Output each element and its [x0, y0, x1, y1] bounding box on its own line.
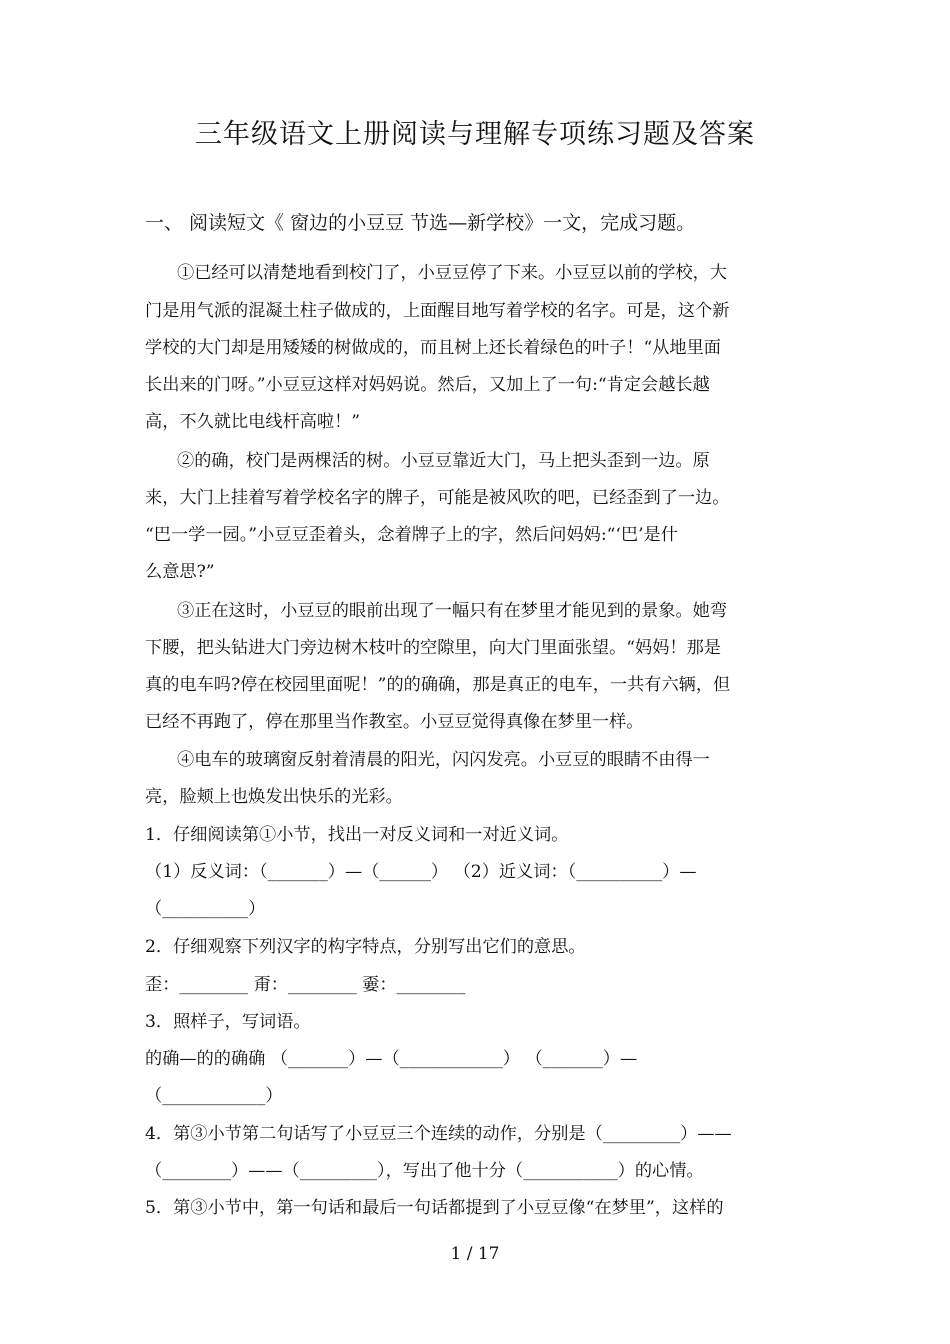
paragraph-line: “巴一学一园。”小豆豆歪着头，念着牌子上的字，然后问妈妈:“‘巴’是什 [145, 525, 678, 545]
paragraph-line: 真的电车吗?停在校园里面呢！”的的确确，那是真正的电车，一共有六辆，但 [145, 675, 731, 695]
paragraph-line: 长出来的门呀。”小豆豆这样对妈妈说。然后，又加上了一句:“肯定会越长越 [145, 375, 710, 395]
question-1-blanks: （__________） [145, 899, 266, 919]
question-2-blanks: 歪：________ 甭：________ 嫑：________ [145, 975, 466, 995]
question-5: 5．第③小节中，第一句话和最后一句话都提到了小豆豆像“在梦里”，这样的 [145, 1198, 724, 1218]
page-title: 三年级语文上册阅读与理解专项练习题及答案 [195, 119, 755, 150]
paragraph-line: 门是用气派的混凝土柱子做成的，上面醒目地写着学校的名字。可是，这个新 [145, 301, 730, 321]
paragraph-line: ③正在这时，小豆豆的眼前出现了一幅只有在梦里才能见到的景象。她弯 [177, 601, 728, 621]
question-1: 1．仔细阅读第①小节，找出一对反义词和一对近义词。 [145, 825, 569, 845]
question-3: 3．照样子，写词语。 [145, 1012, 311, 1032]
paragraph-line: ②的确，校门是两棵活的树。小豆豆靠近大门，马上把头歪到一边。原 [177, 451, 710, 471]
paragraph-line: 已经不再跑了，停在那里当作教室。小豆豆觉得真像在梦里一样。 [145, 712, 644, 732]
section-heading: 一、 阅读短文《 窗边的小豆豆 节选—新学校》一文，完成习题。 [145, 212, 696, 234]
paragraph-line: 下腰，把头钻进大门旁边树木枝叶的空隙里，向大门里面张望。“妈妈！那是 [145, 638, 721, 658]
question-4-blanks: （________）——（_________），写出了他十分（___________）的心情。 [145, 1161, 704, 1181]
page-number: 1 / 17 [450, 1244, 500, 1264]
question-1-blanks: （1）反义词：（_______）—（______） （2）近义词：（__________）— [145, 862, 697, 882]
question-4: 4．第③小节第二句话写了小豆豆三个连续的动作，分别是（_________）—— [145, 1124, 732, 1144]
paragraph-line: 高，不久就比电线杆高啦！” [145, 412, 361, 432]
paragraph-line: ④电车的玻璃窗反射着清晨的阳光，闪闪发亮。小豆豆的眼睛不由得一 [177, 750, 710, 770]
paragraph-line: ①已经可以清楚地看到校门了，小豆豆停了下来。小豆豆以前的学校，大 [177, 263, 728, 283]
question-3-blanks: 的确—的的确确 （_______）—（____________） （_______）— [145, 1049, 638, 1069]
question-2: 2．仔细观察下列汉字的构字特点，分别写出它们的意思。 [145, 937, 586, 957]
paragraph-line: 学校的大门却是用矮矮的树做成的，而且树上还长着绿色的叶子！“从地里面 [145, 338, 721, 358]
paragraph-line: 亮，脸颊上也焕发出快乐的光彩。 [145, 787, 403, 807]
paragraph-line: 么意思?” [145, 562, 215, 582]
question-3-blanks: （____________） [145, 1086, 283, 1106]
paragraph-line: 来，大门上挂着写着学校名字的牌子，可能是被风吹的吧，已经歪到了一边。 [145, 488, 730, 508]
